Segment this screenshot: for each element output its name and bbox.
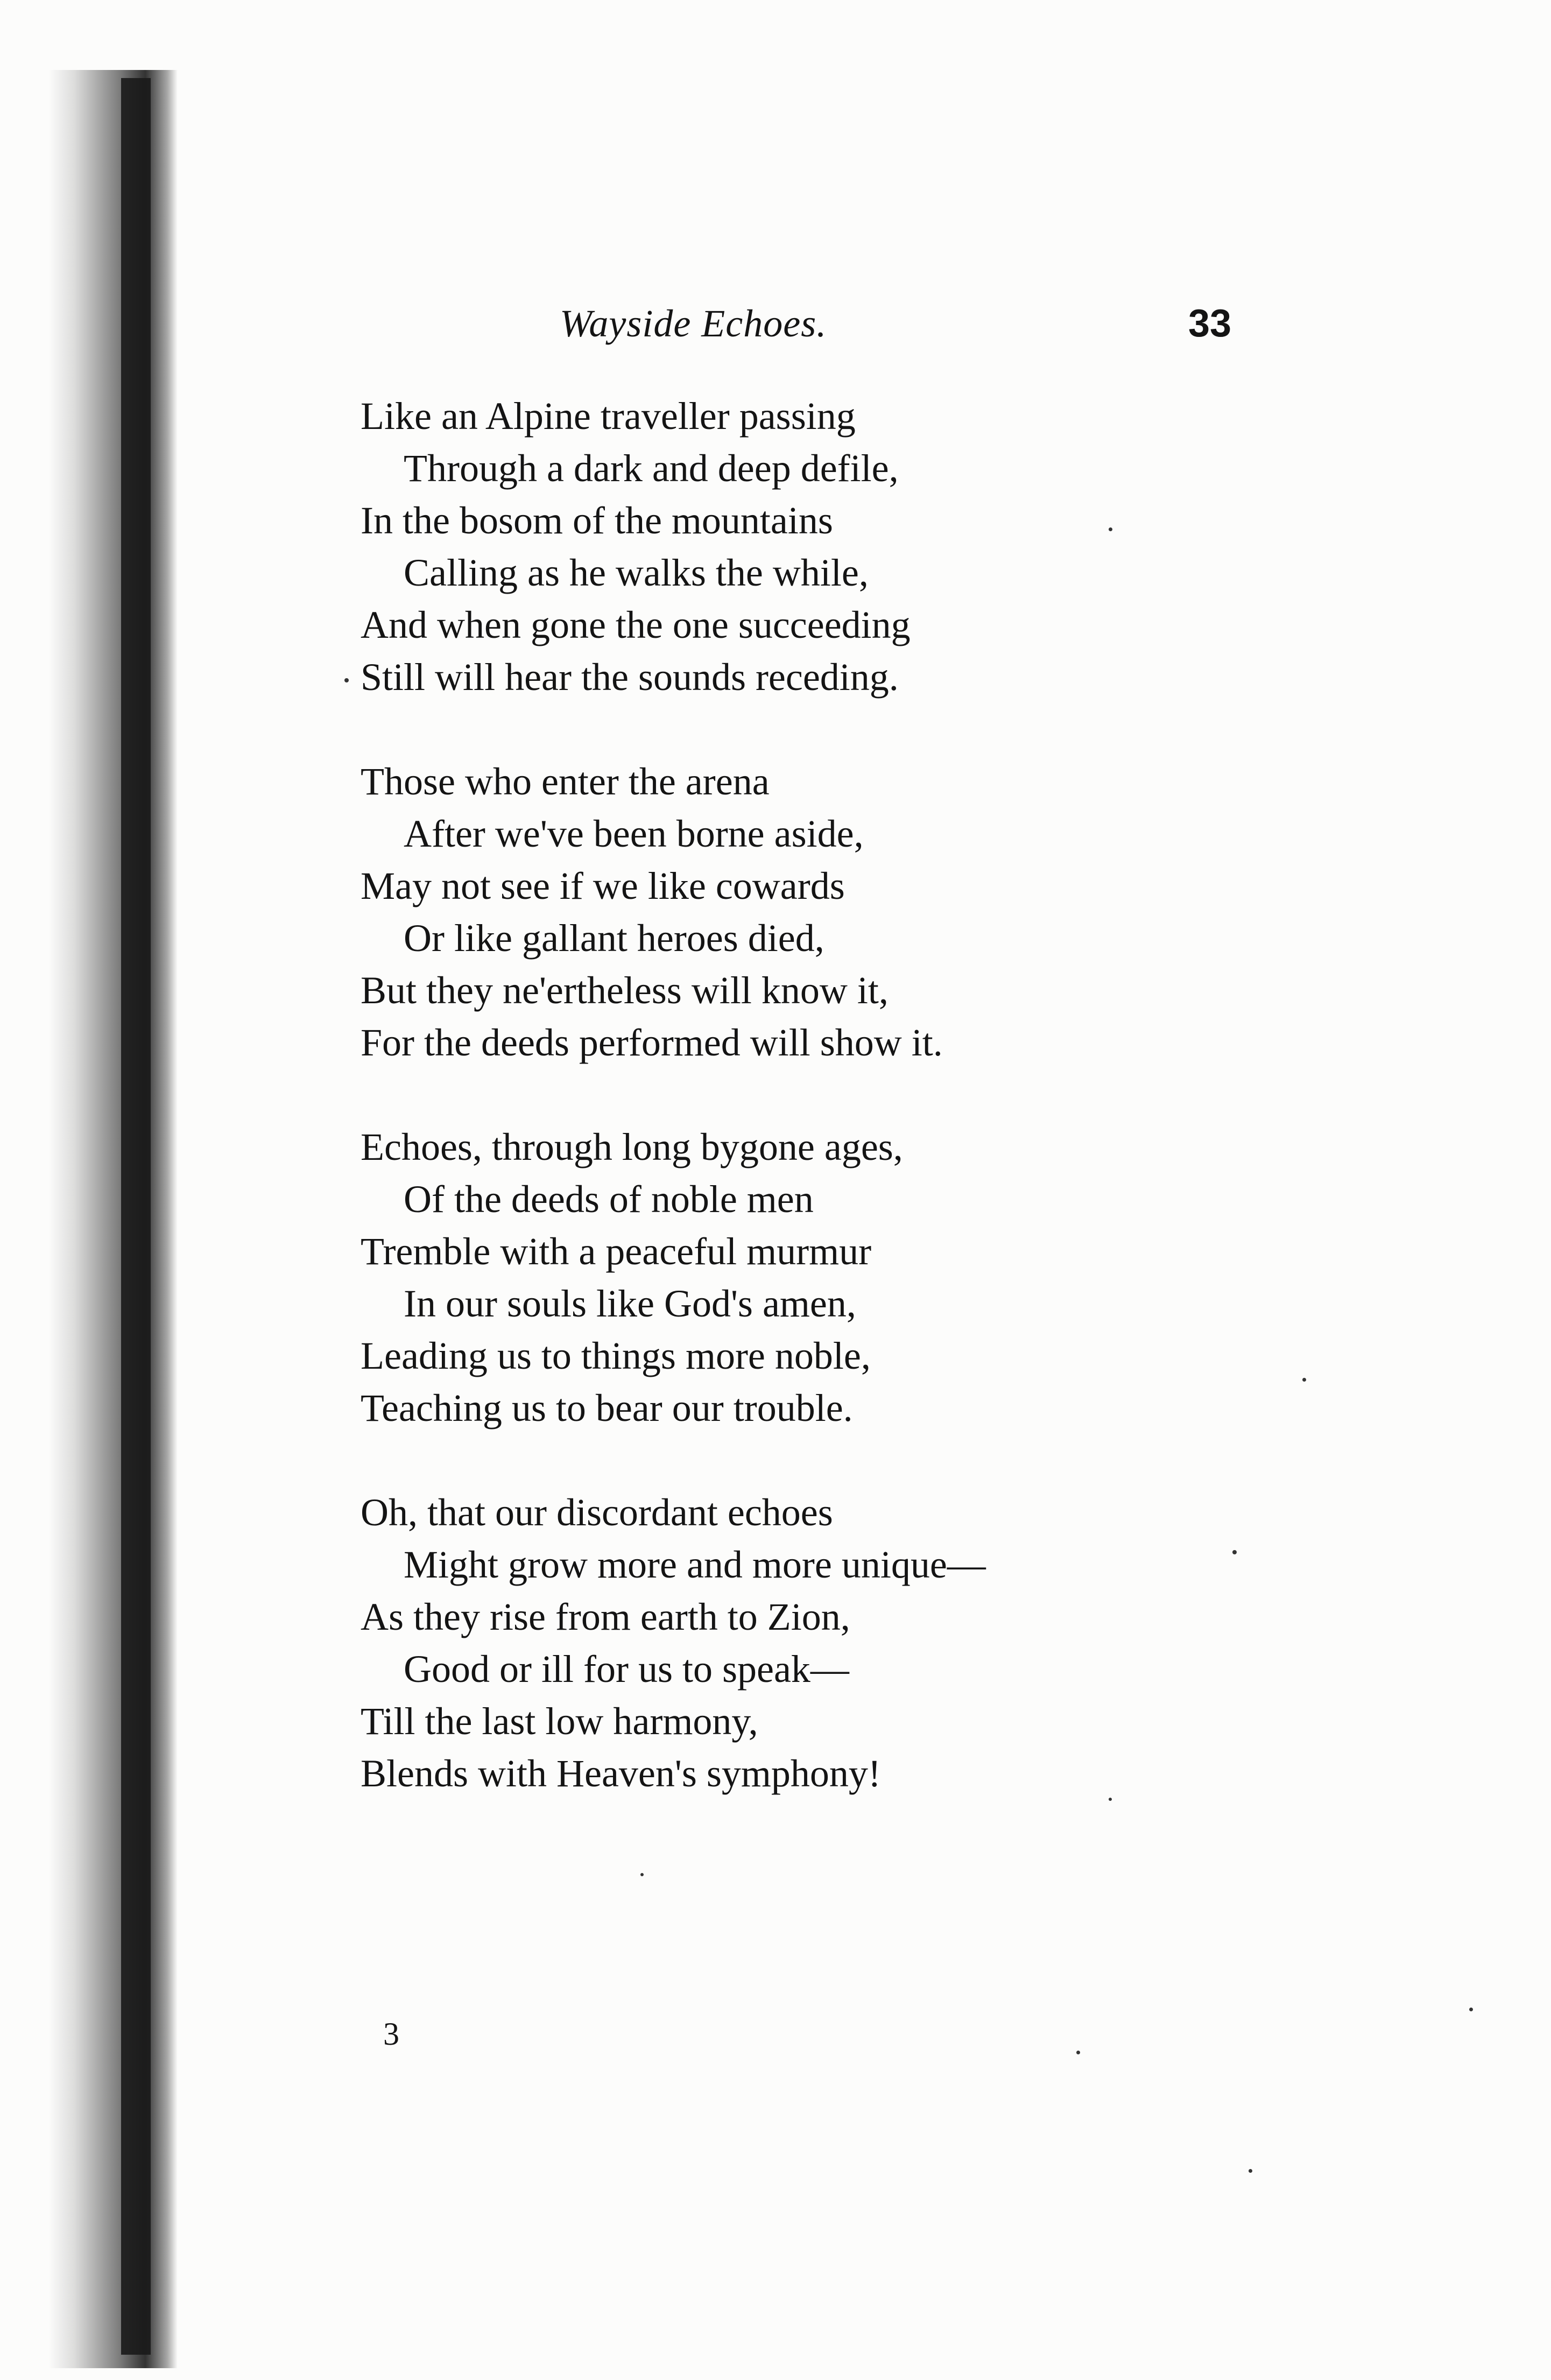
poem	[361, 390, 1329, 1852]
poem-line: Leading us to things more noble,	[361, 1334, 871, 1377]
poem-line: Blends with Heaven's symphony!	[361, 1752, 881, 1795]
stanza	[361, 390, 1329, 703]
binding-shadow	[48, 70, 178, 2368]
scan-speck	[1076, 2051, 1080, 2054]
poem-line: In our souls like God's amen,	[404, 1282, 856, 1325]
poem-line: Echoes, through long bygone ages,	[361, 1125, 903, 1168]
poem-line: For the deeds performed will show it.	[361, 1021, 943, 1064]
stanza	[361, 1121, 1329, 1434]
scan-speck	[344, 678, 349, 682]
stanza	[361, 1487, 1329, 1800]
poem-line: Those who enter the arena	[361, 760, 770, 803]
poem-line: Tremble with a peaceful murmur	[361, 1230, 872, 1273]
poem-line: Till the last low harmony,	[361, 1700, 758, 1743]
poem-line: Or like gallant heroes died,	[404, 917, 824, 960]
poem-line: Through a dark and deep defile,	[404, 447, 899, 490]
binding-edge	[121, 78, 151, 2355]
poem-line: In the bosom of the mountains	[361, 499, 833, 542]
scan-speck	[640, 1873, 644, 1876]
stanza	[361, 756, 1329, 1069]
poem-line: Still will hear the sounds receding.	[361, 656, 899, 699]
scan-speck	[1302, 1378, 1306, 1382]
poem-line: Good or ill for us to speak—	[404, 1647, 849, 1691]
poem-line: And when gone the one succeeding	[361, 603, 911, 646]
poem-line: After we've been borne aside,	[404, 812, 864, 855]
poem-line: Like an Alpine traveller passing	[361, 395, 856, 438]
poem-line: Calling as he walks the while,	[404, 551, 869, 594]
running-title: Wayside Echoes.	[560, 302, 827, 345]
scan-speck	[1469, 2008, 1473, 2011]
signature-mark: 3	[383, 2016, 399, 2052]
poem-line: Oh, that our discordant echoes	[361, 1491, 833, 1534]
scan-speck	[1249, 2169, 1252, 2173]
scan-speck	[1109, 527, 1112, 531]
poem-line: May not see if we like cowards	[361, 864, 845, 907]
page-header	[0, 301, 1551, 366]
poem-line: Might grow more and more unique—	[404, 1543, 986, 1586]
poem-line: Of the deeds of noble men	[404, 1178, 814, 1221]
poem-line: Teaching us to bear our trouble.	[361, 1386, 853, 1430]
scan-speck	[1109, 1798, 1112, 1801]
page-number: 33	[1188, 302, 1232, 345]
poem-line: As they rise from earth to Zion,	[361, 1595, 850, 1638]
scan-speck	[1232, 1550, 1237, 1554]
poem-line: But they ne'ertheless will know it,	[361, 969, 889, 1012]
